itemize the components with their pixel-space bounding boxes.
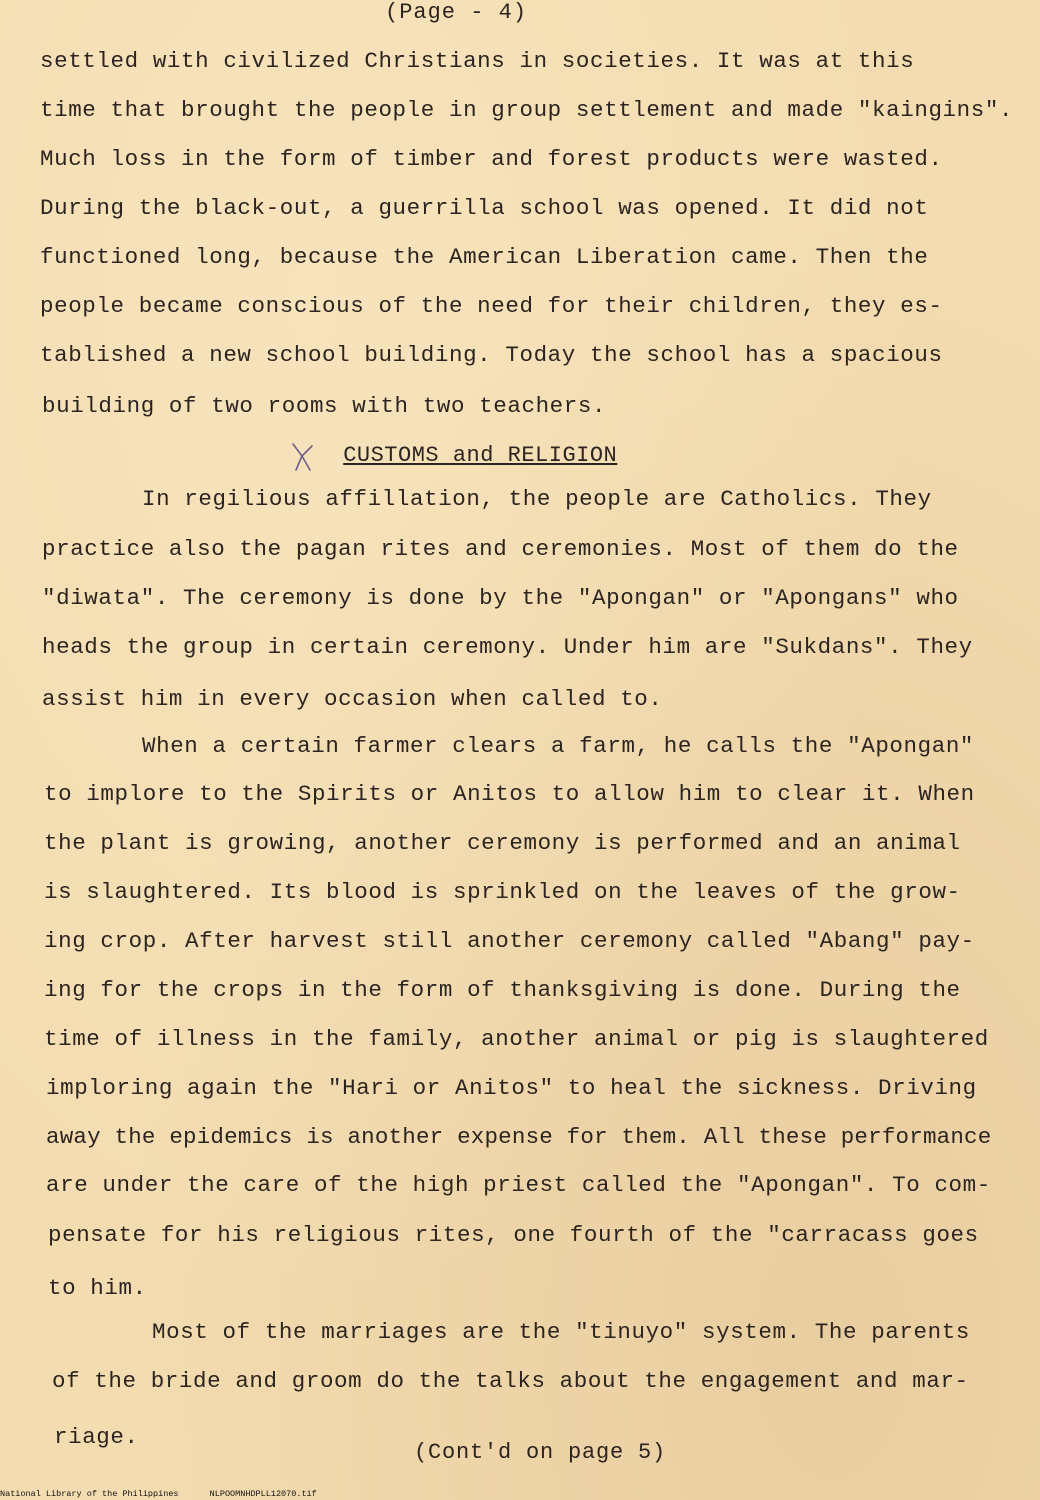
text-line: heads the group in certain ceremony. Under him are "Sukdans". They: [42, 634, 973, 660]
text-line: ing for the crops in the form of thanksgiving is done. During the: [44, 977, 961, 1003]
text-line: are under the care of the high priest called the "Apongan". To com-: [46, 1172, 991, 1198]
text-line: people became conscious of the need for their children, they es-: [40, 293, 943, 319]
footer-library: National Library of the Philippines: [0, 1489, 179, 1499]
page-number-header: (Page - 4): [385, 0, 528, 25]
continued-note: (Cont'd on page 5): [414, 1440, 667, 1465]
text-line: settled with civilized Christians in societies. It was at this: [40, 48, 915, 74]
text-line: time that brought the people in group settlement and made "kaingins".: [40, 97, 1014, 123]
text-line: When a certain farmer clears a farm, he calls the "Apongan": [142, 733, 975, 759]
text-line: assist him in every occasion when called to.: [42, 686, 663, 712]
text-line: riage.: [54, 1424, 139, 1450]
text-line: is slaughtered. Its blood is sprinkled on the leaves of the grow-: [44, 879, 961, 905]
text-line: away the epidemics is another expense for them. All these performance: [46, 1124, 992, 1150]
text-line: building of two rooms with two teachers.: [42, 393, 607, 419]
text-line: practice also the pagan rites and ceremonies. Most of them do the: [42, 536, 959, 562]
text-line: to implore to the Spirits or Anitos to allow him to clear it. When: [44, 781, 975, 807]
text-line: tablished a new school building. Today the school has a spacious: [40, 342, 943, 368]
handwritten-check-mark-icon: [290, 438, 316, 472]
text-line: In regilious affillation, the people are Catholics. They: [142, 486, 932, 512]
text-line: During the black-out, a guerrilla school was opened. It did not: [40, 195, 929, 221]
text-line: time of illness in the family, another animal or pig is slaughtered: [44, 1026, 989, 1052]
text-line: to him.: [48, 1275, 147, 1301]
section-heading-title: CUSTOMS and RELIGION: [343, 442, 618, 468]
text-line: imploring again the "Hari or Anitos" to heal the sickness. Driving: [46, 1075, 977, 1101]
footer-filename: NLPOOMNHDPLL12070.tif: [209, 1489, 317, 1499]
text-line: "diwata". The ceremony is done by the "Apongan" or "Apongans" who: [42, 585, 959, 611]
text-line: ing crop. After harvest still another ceremony called "Abang" pay-: [44, 928, 975, 954]
text-line: Much loss in the form of timber and forest products were wasted.: [40, 146, 943, 172]
scan-footer: [0, 1489, 1040, 1499]
text-line: Most of the marriages are the "tinuyo" system. The parents: [152, 1319, 970, 1345]
section-heading: [290, 438, 617, 472]
text-line: functioned long, because the American Liberation came. Then the: [40, 244, 929, 270]
text-line: of the bride and groom do the talks about the engagement and mar-: [52, 1368, 969, 1394]
text-line: pensate for his religious rites, one fourth of the "carracass goes: [48, 1222, 979, 1248]
text-line: the plant is growing, another ceremony is performed and an animal: [44, 830, 961, 856]
